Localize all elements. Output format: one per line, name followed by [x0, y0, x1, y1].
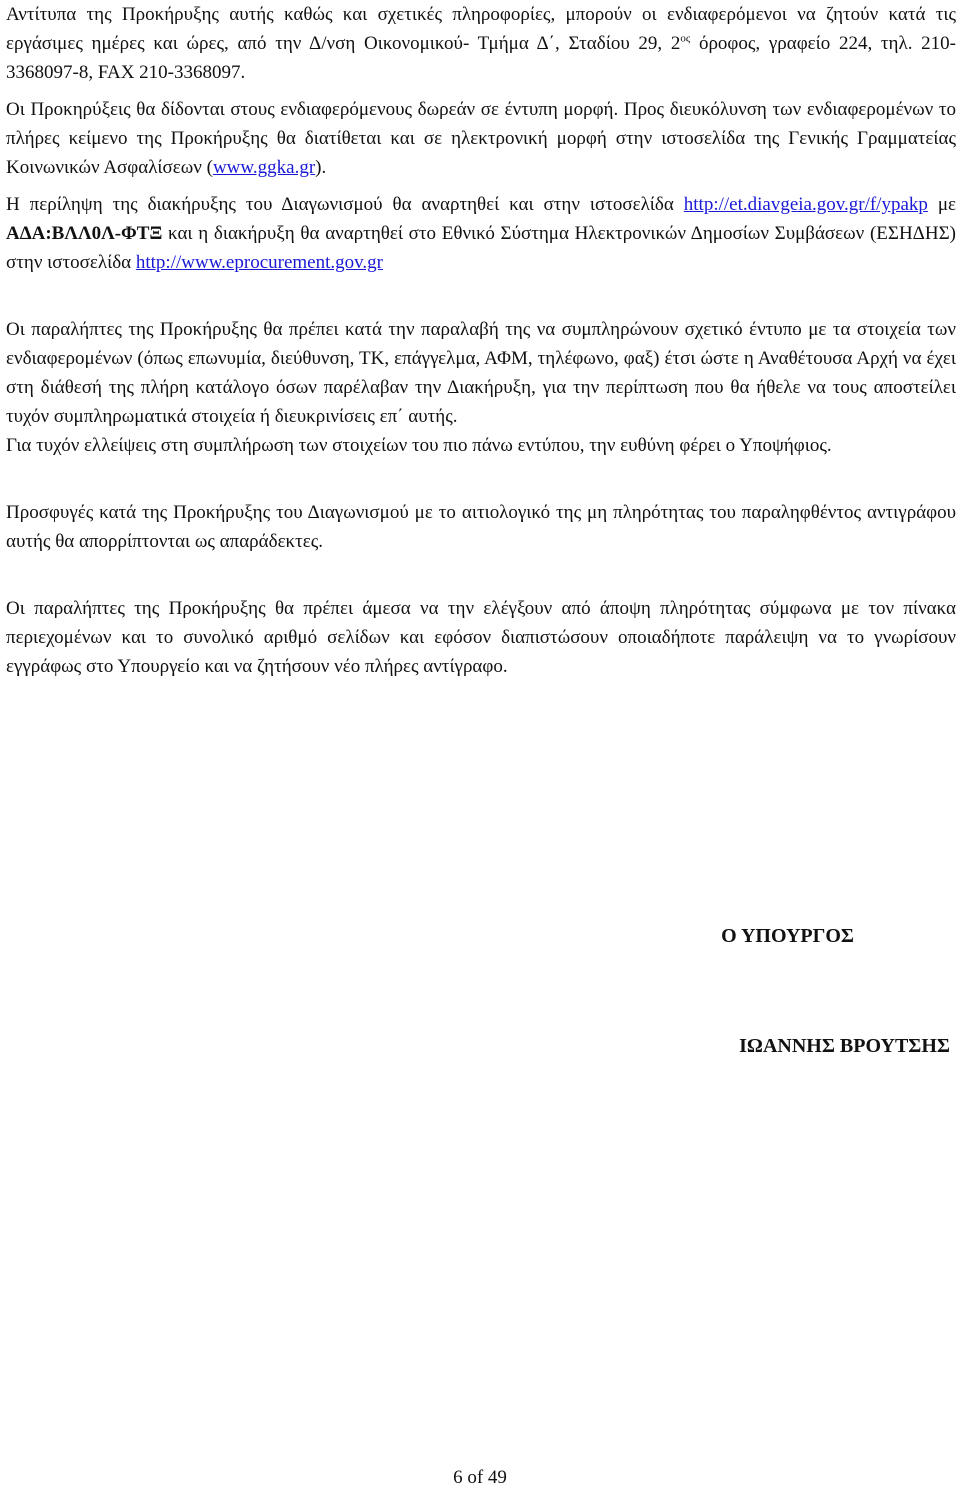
page-number: 6 of 49 — [453, 1467, 507, 1488]
signature-title: Ο ΥΠΟΥΡΓΟΣ — [721, 925, 854, 947]
text: Οι Προκηρύξεις θα δίδονται στους ενδιαφερόμενους δωρεάν σε έντυπη μορφή. Προς διευκόλυνση των ενδιαφερομένων το πλήρες κείμενο της Προκήρυξης θα διατίθεται και σε ηλεκτρονική μορφή στην ιστοσελίδα της Γενικής Γραμματείας Κοινωνικών Ασφαλίσεων ( — [6, 99, 956, 178]
text: ). — [315, 157, 327, 178]
paragraph-free-distribution — [6, 95, 956, 182]
ggka-website-link[interactable]: www.ggka.gr — [212, 157, 316, 178]
text: με — [927, 194, 956, 215]
text: Η περίληψη της διακήρυξης του Διαγωνισμού θα αναρτηθεί και στην ιστοσελίδα — [6, 194, 684, 215]
ordinal-suffix: ος — [680, 32, 691, 45]
paragraph-publication-sites — [6, 190, 956, 277]
paragraph-responsibility: Για τυχόν ελλείψεις στη συμπλήρωση των στοιχείων του πιο πάνω εντύπου, την ευθύνη φέρει ο Υποψήφιος. — [6, 435, 832, 456]
document-page — [6, 0, 956, 681]
ada-code: ΑΔΑ:ΒΛΛ0Λ-ΦΤΞ — [6, 223, 163, 244]
paragraph-completeness-check: Οι παραλήπτες της Προκήρυξης θα πρέπει άμεσα να την ελέγξουν από άποψη πληρότητας σύμφωνα με τον πίνακα περιεχομένων και το συνολικό αριθμό σελίδων και εφόσον διαπιστώσουν οποιαδήποτε παράλειψη να το γνωρίσουν εγγράφως στο Υπουργείο και να ζητήσουν νέο πλήρες αντίγραφο. — [6, 598, 956, 677]
signature-name: ΙΩΑΝΝΗΣ ΒΡΟΥΤΣΗΣ — [739, 1035, 950, 1057]
eprocurement-link[interactable]: http://www.eprocurement.gov.gr — [135, 252, 383, 273]
text: όροφος, γραφείο 224, τηλ. 210-3368097-8, FAX 210-3368097. — [6, 33, 956, 83]
diavgeia-link[interactable]: http://et.diavgeia.gov.gr/f/ypakp — [683, 194, 928, 215]
text: Αντίτυπα της Προκήρυξης αυτής καθώς και σχετικές πληροφορίες, μπορούν οι ενδιαφερόμενοι να ζητούν κατά τις εργάσιμες ημέρες και ώρες, από την Δ/νση Οικονομικού- Τμήμα Δ΄, Σταδίου 29, 2 — [6, 4, 956, 54]
paragraph-recipients-form: Οι παραλήπτες της Προκήρυξης θα πρέπει κατά την παραλαβή της να συμπληρώνουν σχετικό έντυπο με τα στοιχεία των ενδιαφερομένων (όπως επωνυμία, διεύθυνση, ΤΚ, επάγγελμα, ΑΦΜ, τηλέφωνο, φαξ) έτσι ώστε η Αναθέτουσα Αρχή να έχει στη διάθεσή της πλήρη κατάλογο όσων παρέλαβαν την Διακήρυξη, για την περίπτωση που θα ήθελε να τους αποστείλει τυχόν συμπληρωματικά στοιχεία ή διευκρινίσεις επ΄ αυτής. — [6, 319, 956, 427]
paragraph-appeals: Προσφυγές κατά της Προκήρυξης του Διαγωνισμού με το αιτιολογικό της μη πληρότητας του παραληφθέντος αντιγράφου αυτής θα απορρίπτονται ως απαράδεκτες. — [6, 502, 956, 552]
paragraph-copies-info — [6, 0, 956, 87]
text: και η διακήρυξη θα αναρτηθεί στο Εθνικό Σύστημα Ηλεκτρονικών Δημοσίων Συμβάσεων (ΕΣΗΔΗΣ) στην ιστοσελίδα — [6, 223, 956, 273]
